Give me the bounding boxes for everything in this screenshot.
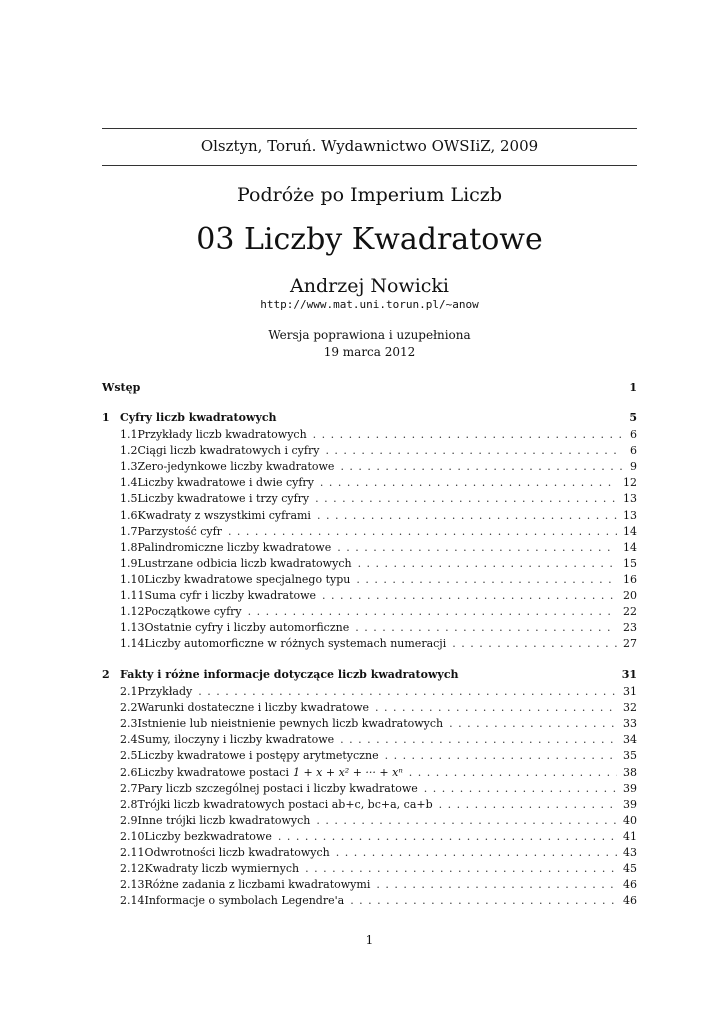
toc-section-title: Informacje o symbolach Legendre'a: [144, 894, 345, 908]
toc-section-item[interactable]: [102, 589, 637, 605]
toc-section-page: 45: [623, 862, 637, 876]
toc-section-number: 2.11: [120, 846, 145, 859]
toc-section-page: 22: [623, 605, 637, 619]
toc-dot-leader: [248, 605, 617, 618]
toc-dot-leader: [340, 460, 622, 473]
toc-section-page: 13: [623, 492, 637, 506]
toc-dot-leader: [376, 878, 617, 891]
toc-section-title: Przykłady: [137, 685, 193, 698]
page-number: 1: [365, 933, 374, 947]
toc-section-item[interactable]: [102, 733, 637, 749]
toc-section-item[interactable]: [102, 878, 637, 894]
toc-chapter-page: 5: [629, 411, 637, 424]
toc-section-page: 14: [623, 540, 637, 554]
toc-dot-leader: [322, 589, 617, 602]
toc-section-title: Sumy, iloczyny i liczby kwadratowe: [137, 733, 335, 747]
toc-section-page: 40: [623, 813, 637, 827]
toc-section-number: 1.14: [120, 637, 145, 651]
toc-section-number: 2.8: [120, 797, 138, 811]
toc-section-number: 1.1: [120, 428, 138, 441]
toc-section-title: Ciągi liczb kwadratowych i cyfry: [137, 444, 320, 458]
toc-section-number: 2.7: [120, 781, 138, 795]
toc-section-page: 9: [630, 460, 637, 474]
toc-section-formula: 1 + x + x² + ··· + xⁿ: [292, 765, 403, 779]
toc-section-number: 2.3: [120, 717, 138, 731]
toc-section-title: Odwrotności liczb kwadratowych: [144, 846, 330, 859]
toc-section-title: Palindromiczne liczby kwadratowe: [137, 540, 332, 554]
toc-section-page: 12: [623, 476, 637, 490]
toc-section-title: Początkowe cyfry: [144, 605, 242, 619]
toc-section-title: Liczby automorficzne w różnych systemach numeracji: [144, 637, 447, 651]
toc-section-title: Przykłady liczb kwadratowych: [137, 428, 307, 441]
toc-chapter-page: 31: [621, 668, 637, 681]
toc-section-number: 2.10: [120, 829, 145, 843]
toc-section-title: Liczby kwadratowe i postępy arytmetyczne: [137, 749, 379, 763]
toc-section-title: Istnienie lub nieistnienie pewnych liczb kwadratowych: [137, 717, 444, 731]
toc-dot-leader: [350, 894, 617, 907]
toc-dot-leader: [336, 846, 617, 859]
toc-dot-leader: [315, 492, 617, 505]
toc-section-number: 2.2: [120, 701, 138, 715]
toc-section-item[interactable]: [102, 476, 637, 492]
author-url[interactable]: http://www.mat.uni.torun.pl/~anow: [260, 298, 479, 311]
toc-section-item[interactable]: [102, 814, 637, 830]
toc-section-item[interactable]: [102, 717, 637, 733]
toc-section-item[interactable]: [102, 621, 637, 637]
toc-section-page: 6: [630, 428, 637, 441]
toc-section-title: Liczby kwadratowe i dwie cyfry: [137, 476, 314, 490]
toc-section-item[interactable]: [102, 894, 637, 910]
toc-section-page: 6: [630, 444, 637, 458]
toc-section-title: Parzystość cyfr: [137, 524, 222, 538]
toc-section-page: 46: [623, 878, 637, 892]
toc-dot-leader: [385, 749, 617, 762]
toc-dot-leader: [409, 766, 617, 779]
toc-dot-leader: [337, 541, 617, 554]
toc-section-title: Kwadraty z wszystkimi cyframi: [137, 508, 311, 522]
toc-section-item[interactable]: [102, 637, 637, 653]
toc-section-item[interactable]: [102, 460, 637, 476]
toc-section-page: 33: [623, 717, 637, 731]
toc-section-number: 1.9: [120, 556, 138, 570]
toc-section-item[interactable]: [102, 798, 637, 814]
toc-chapter-2[interactable]: [102, 668, 637, 684]
toc-dot-leader: [356, 573, 617, 586]
toc-section-title: Inne trójki liczb kwadratowych: [137, 813, 311, 827]
toc-section-item[interactable]: [102, 830, 637, 846]
toc-section-item[interactable]: [102, 862, 637, 878]
toc-dot-leader: [320, 476, 617, 489]
toc-section-page: 32: [623, 701, 637, 715]
toc-section-title: Zero-jedynkowe liczby kwadratowe: [137, 460, 335, 474]
toc-section-number: 1.7: [120, 524, 138, 538]
toc-section-number: 2.14: [120, 894, 145, 908]
toc-dot-leader: [305, 862, 617, 875]
toc-dot-leader: [228, 525, 617, 538]
series-title: Podróże po Imperium Liczb: [237, 184, 502, 206]
toc-dot-leader: [278, 830, 617, 843]
toc-section-page: 46: [623, 894, 637, 908]
toc-section-title: Kwadraty liczb wymiernych: [144, 862, 300, 876]
toc-dot-leader: [313, 428, 622, 441]
toc-chapter-number: 2: [102, 668, 110, 681]
toc-section-item[interactable]: [102, 509, 637, 525]
toc-section-item[interactable]: [102, 492, 637, 508]
toc-section-number: 1.13: [120, 621, 145, 635]
toc-dot-leader: [375, 701, 617, 714]
document-title: 03 Liczby Kwadratowe: [196, 222, 543, 257]
toc-section-title: Liczby bezkwadratowe: [144, 829, 272, 843]
toc-section-title: Liczby kwadratowe postaci: [137, 765, 289, 779]
toc-section-number: 2.13: [120, 878, 145, 892]
toc-section-title: Warunki dostateczne i liczby kwadratowe: [137, 701, 370, 715]
toc-section-item[interactable]: [102, 444, 637, 460]
toc-section-page: 43: [623, 846, 637, 859]
toc-section-page: 41: [623, 829, 637, 843]
toc-section-number: 2.9: [120, 813, 138, 827]
toc-dot-leader: [424, 782, 617, 795]
toc-section-item[interactable]: [102, 846, 637, 862]
toc-section-page: 34: [623, 733, 637, 747]
toc-chapter-title: Cyfry liczb kwadratowych: [120, 411, 277, 424]
toc-dot-leader: [316, 814, 617, 827]
toc-section-item[interactable]: [102, 685, 637, 701]
toc-section-page: 14: [623, 524, 637, 538]
toc-section-title: Liczby kwadratowe i trzy cyfry: [137, 492, 310, 506]
second-rule: [102, 165, 637, 166]
toc-section-number: 1.2: [120, 444, 138, 458]
top-rule: [102, 128, 637, 129]
toc-section-item[interactable]: [102, 428, 637, 444]
author-name: Andrzej Nowicki: [289, 275, 450, 297]
toc-section-page: 20: [623, 589, 637, 602]
toc-section-page: 13: [623, 508, 637, 522]
toc-section-number: 2.6: [120, 765, 138, 779]
toc-section-number: 1.12: [120, 605, 145, 619]
toc-dot-leader: [358, 557, 617, 570]
toc-dot-leader: [317, 509, 617, 522]
toc-intro-title: Wstęp: [102, 381, 141, 394]
toc-section-item[interactable]: [102, 749, 637, 765]
toc-section-number: 1.5: [120, 492, 138, 506]
toc-dot-leader: [449, 717, 617, 730]
toc-section-title: Ostatnie cyfry i liczby automorficzne: [144, 621, 350, 635]
toc-section-page: 15: [623, 556, 637, 570]
toc-section-page: 39: [623, 781, 637, 795]
toc-section-number: 2.1: [120, 685, 138, 698]
toc-section-number: 1.6: [120, 508, 138, 522]
toc-section-page: 23: [623, 621, 637, 635]
version-date: 19 marca 2012: [323, 345, 416, 359]
toc-dot-leader: [439, 798, 617, 811]
toc-dot-leader: [452, 637, 617, 650]
toc-chapter-1[interactable]: [102, 411, 637, 427]
toc-section-number: 2.12: [120, 862, 145, 876]
toc-section-title: Lustrzane odbicia liczb kwadratowych: [137, 556, 352, 570]
toc-section-item[interactable]: [102, 701, 637, 717]
toc-section-page: 27: [623, 637, 637, 651]
toc-section-item[interactable]: [102, 557, 637, 573]
toc-section-title: Suma cyfr i liczby kwadratowe: [144, 589, 317, 602]
toc-chapter-title: Fakty i różne informacje dotyczące liczb kwadratowych: [120, 668, 459, 681]
toc-dot-leader: [198, 685, 617, 698]
toc-dot-leader: [355, 621, 617, 634]
toc-section-page: 31: [623, 685, 637, 698]
toc-section-number: 1.11: [120, 589, 145, 602]
toc-intro-page: 1: [629, 381, 637, 394]
toc-section-number: 1.4: [120, 476, 138, 490]
toc-section-number: 2.5: [120, 749, 138, 763]
toc-section-title: Liczby kwadratowe specjalnego typu: [144, 572, 351, 586]
toc-dot-leader: [325, 444, 622, 457]
toc-dot-leader: [340, 733, 617, 746]
toc-section-title: Pary liczb szczególnej postaci i liczby kwadratowe: [137, 781, 418, 795]
toc-section-item[interactable]: [102, 541, 637, 557]
toc-section-page: 39: [623, 797, 637, 811]
toc-section-item[interactable]: [102, 573, 637, 589]
toc-section-number: 1.8: [120, 540, 138, 554]
toc-section-number: 1.3: [120, 460, 138, 474]
toc-intro[interactable]: [102, 381, 637, 397]
toc-section-item[interactable]: [102, 605, 637, 621]
toc-section-page: 38: [623, 765, 637, 779]
toc-section-title: Różne zadania z liczbami kwadratowymi: [144, 878, 371, 892]
toc-section-page: 35: [623, 749, 637, 763]
toc-section-item[interactable]: [102, 525, 637, 541]
toc-section-number: 1.10: [120, 572, 145, 586]
toc-section-title: Trójki liczb kwadratowych postaci ab+c, bc+a, ca+b: [137, 797, 433, 811]
toc-chapter-number: 1: [102, 411, 110, 424]
toc-section-number: 2.4: [120, 733, 138, 747]
toc-section-item[interactable]: [102, 782, 637, 798]
toc-section-item[interactable]: [102, 766, 637, 782]
toc-section-page: 16: [623, 572, 637, 586]
publisher-line: Olsztyn, Toruń. Wydawnictwo OWSIiZ, 2009: [200, 137, 539, 155]
version-note: Wersja poprawiona i uzupełniona: [268, 328, 471, 342]
